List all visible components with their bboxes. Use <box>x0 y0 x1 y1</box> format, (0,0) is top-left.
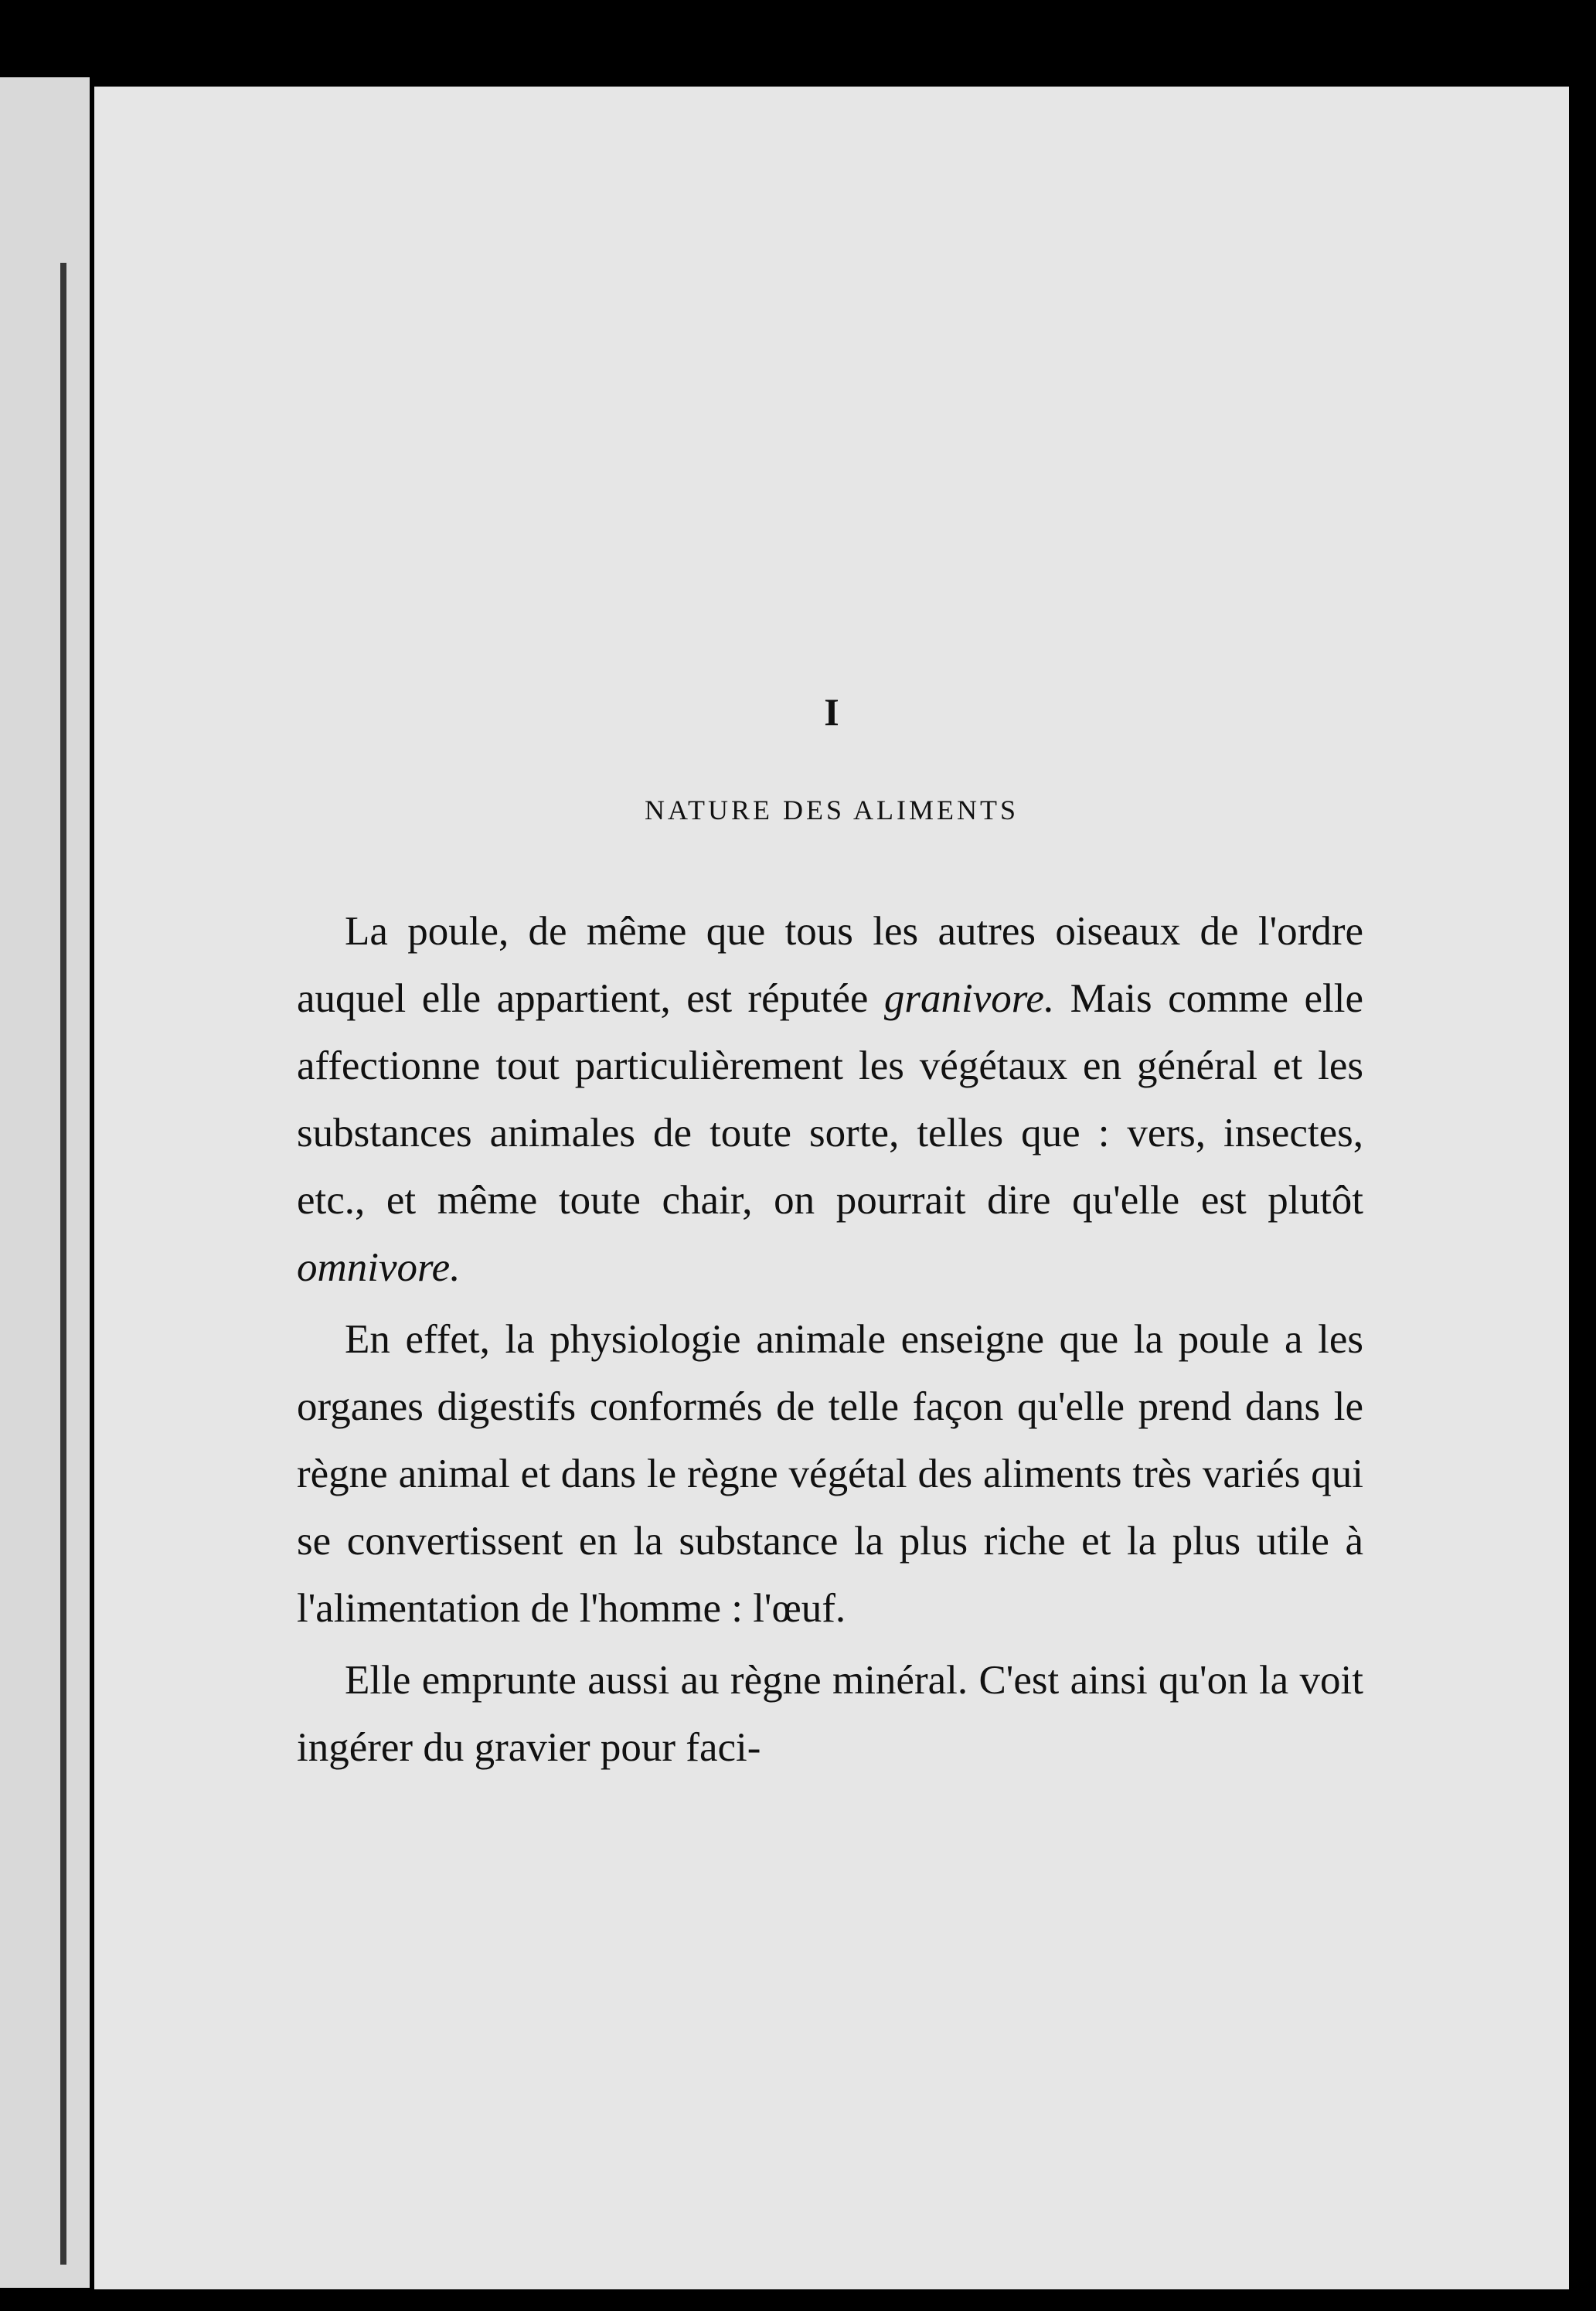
paragraph-2: En effet, la physiologie animale enseigne que la poule a les organes digestifs conformés de telle façon qu'elle prend dans le règne animal et dans le règne végétal des aliments très variés qui se convertissent en la substance la plus riche et la plus utile à l'alimentation de l'homme : l'œuf. <box>297 1317 1363 1631</box>
italic-term-omnivore: omnivore. <box>297 1245 461 1290</box>
chapter-title: NATURE DES ALIMENTS <box>644 795 1019 825</box>
italic-term-granivore: granivore. <box>883 976 1055 1021</box>
chapter-number: I <box>824 690 839 733</box>
paragraph-1-part-a: La poule, de même que tous les autres oiseaux de l'ordre auquel elle appartient, est réputée <box>297 909 1363 1021</box>
paragraph-1-part-b: Mais comme elle affectionne tout particulièrement les végétaux en général et les substances animales de toute sorte, telles que : vers, insectes, etc., et même toute chair, on pourrait dire qu'elle est plutôt <box>297 976 1363 1223</box>
paragraph-1 <box>297 898 1363 1302</box>
binding-shadow <box>60 263 66 2265</box>
body-text <box>297 898 1363 1782</box>
adjacent-page-edge <box>0 77 90 2288</box>
paragraph-3: Elle emprunte aussi au règne minéral. C'est ainsi qu'on la voit ingérer du gravier pour faci- <box>297 1658 1363 1770</box>
book-page <box>94 87 1569 2289</box>
